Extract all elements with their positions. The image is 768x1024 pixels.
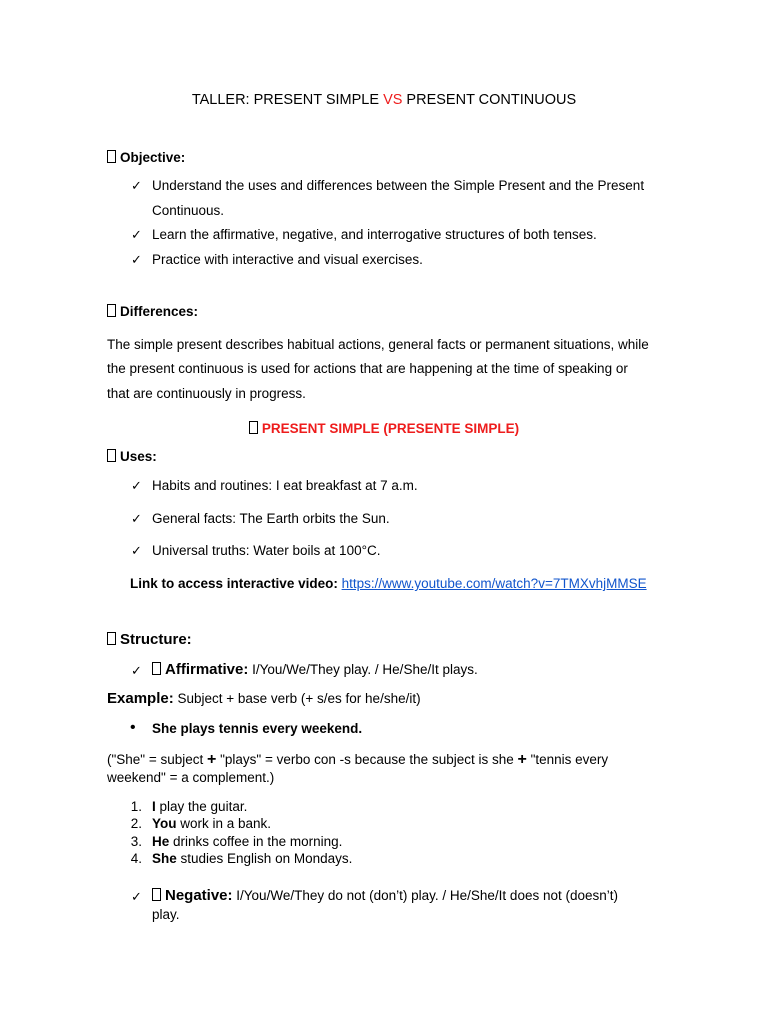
list-number: 1.	[130, 799, 142, 814]
uses-item-3: Universal truths: Water boils at 100°C.	[152, 543, 381, 558]
vs-label: VS	[383, 92, 403, 108]
list-item: She studies English on Mondays.	[152, 851, 353, 866]
example-row: Example: Subject + base verb (+ s/es for he/she/it)	[107, 690, 421, 707]
checkbox-icon	[107, 150, 116, 163]
checkmark-icon: ✓	[131, 227, 142, 242]
bullet-icon: •	[130, 719, 136, 736]
list-number: 3.	[130, 834, 142, 849]
checkbox-icon	[152, 888, 161, 901]
checkbox-icon	[107, 449, 116, 462]
checkmark-icon: ✓	[131, 252, 142, 267]
checkbox-icon	[249, 421, 258, 434]
present-simple-section-title: PRESENT SIMPLE (PRESENTE SIMPLE)	[0, 421, 768, 436]
objective-item-1-cont: Continuous.	[152, 203, 225, 218]
checkbox-icon	[107, 304, 116, 317]
objective-heading: Objective:	[107, 150, 185, 165]
structure-heading: Structure:	[107, 631, 192, 648]
example-explanation: ("She" = subject + "plays" = verbo con -s because the subject is she + "tennis every weekend" = a complement.)	[107, 751, 609, 785]
checkmark-icon: ✓	[131, 511, 142, 526]
differences-line-1: The simple present describes habitual actions, general facts or permanent situations, while	[107, 337, 649, 352]
video-link[interactable]: https://www.youtube.com/watch?v=7TMXvhjMMSE	[341, 576, 647, 591]
affirmative-row: Affirmative: I/You/We/They play. / He/She/It plays.	[152, 661, 478, 678]
checkmark-icon: ✓	[131, 478, 142, 493]
checkbox-icon	[107, 632, 116, 645]
checkmark-icon: ✓	[131, 543, 142, 558]
differences-line-2: the present continuous is used for actions that are happening at the time of speaking or	[107, 361, 628, 376]
plus-sign: +	[517, 751, 527, 768]
uses-item-2: General facts: The Earth orbits the Sun.	[152, 511, 390, 526]
video-link-label: Link to access interactive video:	[130, 576, 342, 591]
uses-heading: Uses:	[107, 449, 157, 464]
example-sentence: She plays tennis every weekend.	[152, 721, 363, 736]
video-link-row	[130, 576, 647, 591]
differences-heading: Differences:	[107, 304, 198, 319]
negative-row: Negative: I/You/We/They do not (don’t) play. / He/She/It does not (doesn’t)	[152, 887, 618, 904]
checkmark-icon: ✓	[131, 889, 142, 904]
list-item: He drinks coffee in the morning.	[152, 834, 343, 849]
checkbox-icon	[152, 662, 161, 675]
checkmark-icon: ✓	[131, 178, 142, 193]
checkmark-icon: ✓	[131, 663, 142, 678]
negative-row-cont: play.	[152, 907, 180, 922]
objective-item-3: Practice with interactive and visual exercises.	[152, 252, 423, 267]
plus-sign: +	[207, 751, 217, 768]
page-title: TALLER: PRESENT SIMPLE VS PRESENT CONTINUOUS	[191, 92, 577, 108]
objective-item-2: Learn the affirmative, negative, and interrogative structures of both tenses.	[152, 227, 597, 242]
list-item: You work in a bank.	[152, 816, 272, 831]
list-number: 2.	[130, 816, 142, 831]
uses-item-1: Habits and routines: I eat breakfast at 7 a.m.	[152, 478, 418, 493]
list-number: 4.	[130, 851, 142, 866]
list-item: I play the guitar.	[152, 799, 248, 814]
objective-item-1: Understand the uses and differences between the Simple Present and the Present	[152, 178, 645, 193]
differences-line-3: that are continuously in progress.	[107, 386, 306, 401]
